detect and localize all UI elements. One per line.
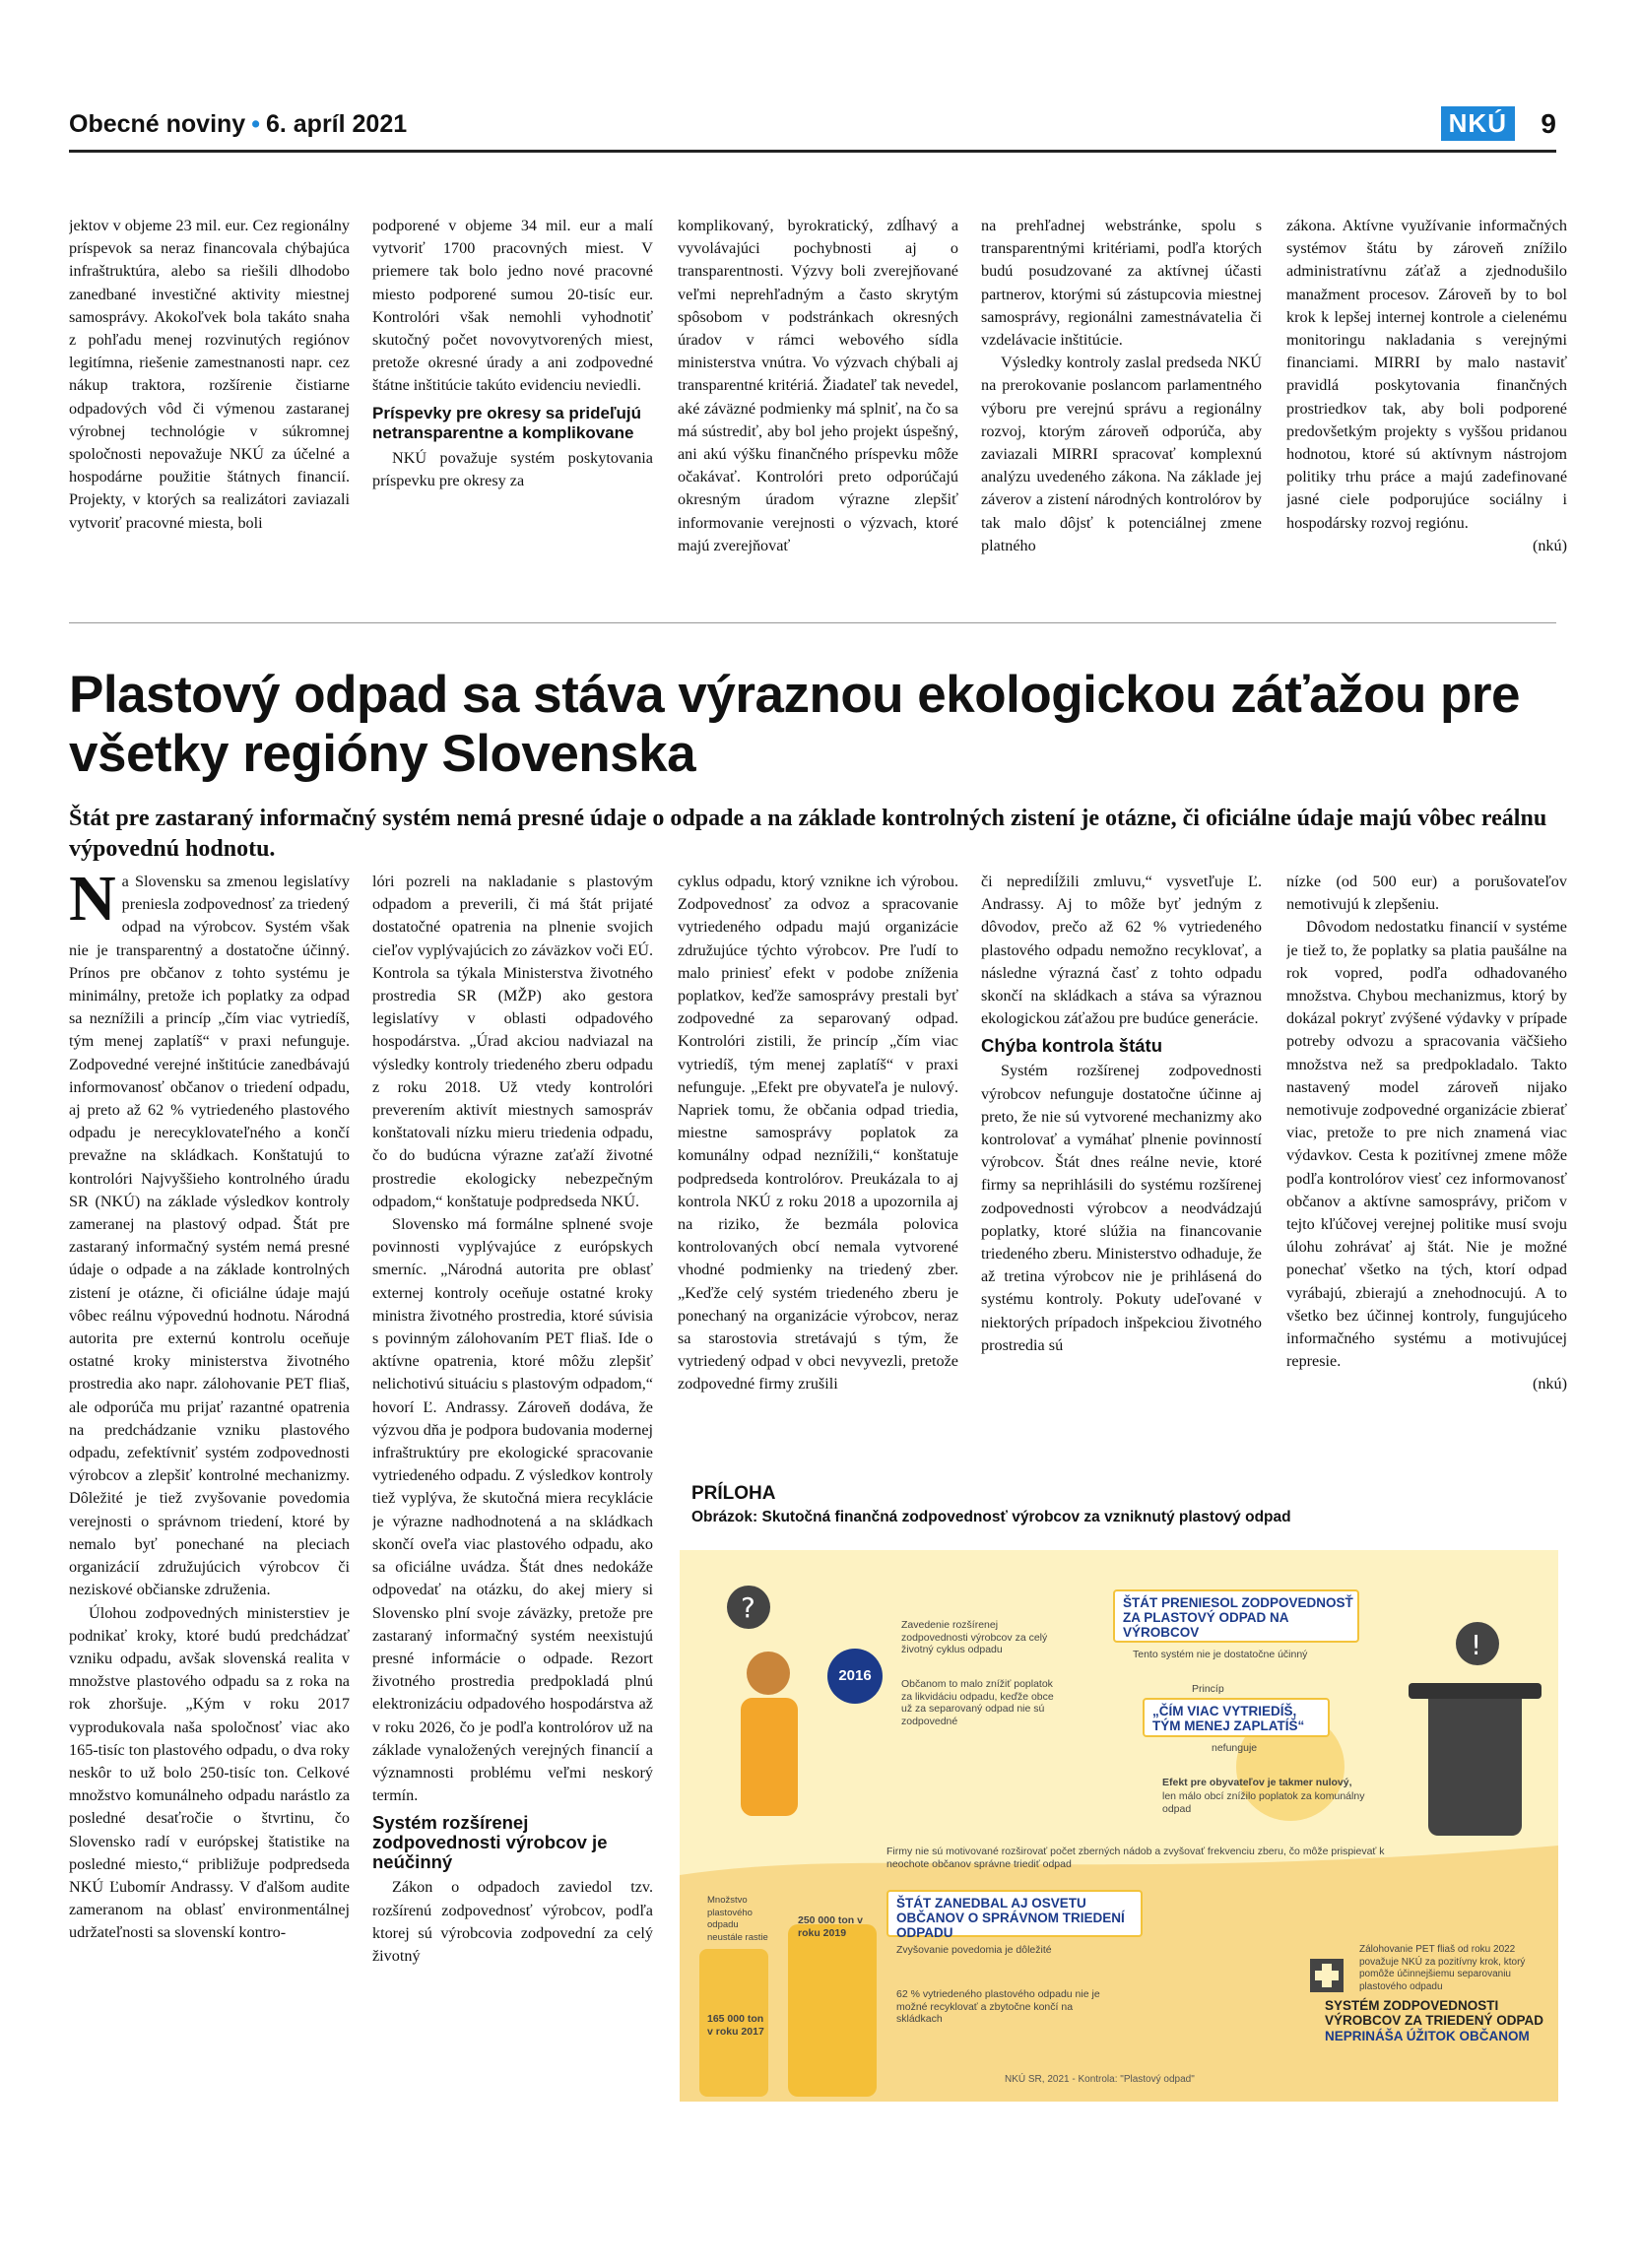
main-column-1 <box>69 871 350 2254</box>
sub-text-2: Zvyšovanie povedomia je dôležité <box>896 1944 1052 1956</box>
top-column-1 <box>69 215 350 601</box>
effect-text-2: len málo obcí znížilo poplatok za komunálny odpad <box>1162 1790 1365 1815</box>
paragraph: Zákon o odpadoch zaviedol tzv. rozšírenú zodpovednosť výrobcov, podľa ktorej sú výrobcovia zodpovední za celý životný <box>372 1878 653 1965</box>
annex-caption: Obrázok: Skutočná finančná zodpovednosť výrobcov za vzniknutý plastový odpad <box>691 1509 1291 1525</box>
paragraph: komplikovaný, byrokratický, zdĺhavý a vyvolávajúci pochybnosti aj o transparentnosti. Výzvy boli zverejňované veľmi neprehľadným a často skrytým spôsobom v podstránkach okresných úradov v rámci webového sídla ministerstva vnútra. Vo výzvach chýbali aj transparentné kritériá. Žiadateľ tak nevedel, aké záväzné podmienky má splniť, na čo sa má sústrediť, aby bol jeho projekt úspešný, ani akú výšku finančného príspevku môže očakávať. Kontrolóri preto odporúčajú okresným úradom výrazne zlepšiť informovanie verejnosti o výzvach, ktoré majú zverejňovať <box>678 217 958 554</box>
paragraph: cyklus odpadu, ktorý vznikne ich výrobou. Zodpovednosť za odvoz a spracovanie vytriedeného odpadu majú organizácie združujúce týchto výrobcov. Pre ľudí to malo priniesť efekt v podobe zníženia poplatkov, keďže samosprávy prestali byť zodpovedné za separovaný odpad. Kontrolóri zistili, že princíp „čím viac vytriedíš, tým menej zaplatíš“ v praxi nefunguje. „Efekt pre obyvateľa je nulový. Napriek tomu, že občania odpad triedia, miestne samosprávy poplatok za komunálny odpad neznížili,“ konštatuje podpredseda kontrolórov. Preukázala to aj kontrola NKÚ z roku 2018 a upozornila aj na riziko, že bezmála polovica kontrolovaných obcí nemala vytvorené vhodné podmienky na triedený zber. „Keďže celý systém triedeného zberu je ponechaný na organizácie výrobcov, neraz sa starostovia stretávajú s tým, že vytriedený odpad v obci nevyvezli, pretože zodpovedné firmy zrušili <box>678 873 958 1393</box>
paragraph: lóri pozreli na nakladanie s plastovým odpadom a preverili, či má štát prijaté dostatočné opatrenia na plnenie svojich cieľov vyplývajúcich zo záväzkov voči EÚ. Kontrola sa týkala Ministerstva životného prostredia SR (MŽP) ako gestora legislatívy v oblasti odpadového hospodárstva. „Úrad akciou nadviazal na výsledky kontroly triedeného zberu odpadu z roku 2018. Už vtedy kontrolóri preverením aktivít miestnych samospráv konštatovali nízku mieru triedenia odpadu, čo do budúcna výrazne zaťaží životné prostredie ekologicky nebezpečným odpadom,“ konštatuje podpredseda NKÚ. <box>372 873 653 1210</box>
growth-label: Množstvo plastového odpadu neustále rastie <box>707 1895 768 1943</box>
year-badge: 2016 <box>827 1649 883 1704</box>
separator-dot: • <box>251 110 260 138</box>
paragraph: zákona. Aktívne využívanie informačných systémov štátu by zároveň znížilo administratívnu záťaž a zjednodušilo manažment procesov. Zároveň by to bol krok k lepšej internej kontrole a cielenému monitoringu nakladania s verejnými financiami. MIRRI by malo nastaviť pravidlá poskytovania finančných prostriedkov tak, aby boli podporené predovšetkým projekty s vyššou pridanou hodnotou, ktoré sú aktívnym nástrojom politiky trhu práce a majú zadefinované jasné ciele podporujúce sociálny i hospodársky rozvoj regiónu. <box>1286 217 1567 532</box>
drop-cap: N <box>69 871 116 935</box>
main-column-4 <box>981 871 1262 1473</box>
article-lead: Štát pre zastaraný informačný systém nemá presné údaje o odpade a na základe kontrolných zistení je otázne, či oficiálne údaje majú vôbec reálnu výpovednú hodnotu. <box>69 806 1547 862</box>
top-column-3 <box>678 215 958 601</box>
paragraph: Úlohou zodpovedných ministerstiev je podnikať kroky, ktoré budú predchádzať vzniku odpadu, avšak slovenská realita v množstve plastového odpadu sa z roka na rok zhoršuje. „Kým v roku 2017 vyprodukovala naša spoločnosť viac ako 165-tisíc ton plastového odpadu, o dva roky neskôr to už bolo 250-tisíc ton. Celkové množstvo komunálneho odpadu narástlo za posledné desaťročie o štvrtinu, čo Slovensko radí v európskej štatistike na posledné miesto,“ približuje podpredseda NKÚ Ľubomír Andrassy. V ďalšom audite zameranom na oblasť environmentálnej udržateľnosti sa slovenskí kontro- <box>69 1603 350 1942</box>
principle-label: Princíp <box>1192 1683 1224 1695</box>
paragraph: Dôvodom nedostatku financií v systéme je tiež to, že poplatky sa platia paušálne na rok vopred, podľa odhadovaného množstva. Chybou mechanizmus, ktorý by dokázal pokryť zvýšené výdavky v prípade potreby odvozu a spracovania väčšieho množstva než sa predpokladalo. Takto nastavený model zároveň nijako nemotivuje zodpovedné organizácie zbierať viac, pretože to pre nich znamená viac výdavkov. Cesta k pozitívnej zmene môže podľa kontrolórov viesť cez informovanosť občanov a aktívne samosprávy, pričom v tejto kľúčovej verejnej politike musí svoju úlohu zohrávať aj štát. Nie je možné ponechať všetko na tých, ktorí odpad vyrábajú, zbierajú a znehodnocujú. A to všetko bez účinnej kontroly, fungujúceho informačného systému a motivujúcej represie. <box>1286 918 1567 1371</box>
firms-text: Firmy nie sú motivované rozširovať počet zberných nádob a zvyšovať frekvenciu zberu, čo môže prispievať k neochote občanov správne triediť odpad <box>886 1846 1385 1870</box>
author-signature: (nkú) <box>1532 536 1567 554</box>
principle-status: nefunguje <box>1212 1742 1258 1754</box>
paragraph-text: a Slovensku sa zmenou legislatívy preniesla zodpovednosť za triedený odpad na výrobcov. Systém však nie je transparentný a dostatočne účinný. Prínos pre občanov z tohto systému je minimálny, pretože ich poplatky za odpad sa neznížili a princíp „čím viac vytriedíš, tým menej zaplatíš“ v praxi nefunguje. Zodpovedné verejné inštitúcie zanedbávajú informovanosť občanov o triedení odpadu, aj preto až 62 % vytriedeného plastového odpadu je nerecyklovateľného a končí prevažne na skládkach. Konštatujú to kontrolóri Najvyššieho kontrolného úradu SR (NKÚ) na základe výsledkov kontroly zameranej na plastový odpad. Štát pre zastaraný informačný systém nemá presné údaje o odpade a na základe kontrolných zistení je otázne, či oficiálne údaje majú vôbec reálnu výpovednú hodnotu. Národná autorita pre externú kontrolu oceňuje ostatné kroky ministerstva životného prostredia ako napr. zálohovanie PET fliaš, ale odporúča mu prijať razantné opatrenia na predchádzanie vzniku plastového odpadu, zefektívniť systém zodpovednosti výrobcov a zlepšiť kontrolné mechanizmy. Dôležité je tiež zvyšovanie povedomia verejnosti o správnom triedení, ktoré by nemalo byť ponechané na pleciach organizácií združujúcich výrobcov či neziskové občianske združenia. <box>69 873 350 1599</box>
issue-date: 6. apríl 2021 <box>265 110 408 138</box>
headline-box <box>1113 1589 1359 1643</box>
publication-line <box>69 110 407 139</box>
paragraph: nízke (od 500 eur) a porušovateľov nemotivujú k zlepšeniu. <box>1286 873 1567 914</box>
publication-name: Obecné noviny <box>69 110 246 138</box>
article-title: Plastový odpad sa stáva výraznou ekologickou záťažou pre všetky regióny Slovenska <box>69 666 1521 783</box>
paragraph: či neprediĺžili zmluvu,“ vysvetľuje Ľ. Andrassy. Aj to môže byť jedným z dôvodov, prečo až 62 % vytriedeného plastového odpadu nemožno recyklovať, a následne výrazná časť z tohto odpadu skončí na skládkach a stáva sa výraznou ekologickou záťažou pre budúce generácie. <box>981 873 1262 1028</box>
conclusion-2: NEPRINÁŠA ÚŽITOK OBČANOM <box>1325 2029 1530 2043</box>
principle-text: „ČÍM VIAC VYTRIEDÍŠ, TÝM MENEJ ZAPLATÍŠ“ <box>1152 1704 1305 1733</box>
paragraph <box>69 871 350 1602</box>
page-number: 9 <box>1541 108 1556 139</box>
subheading: Chýba kontrola štátu <box>981 1035 1162 1057</box>
top-column-5 <box>1286 215 1567 601</box>
svg-text:?: ? <box>741 1591 755 1624</box>
percent-note: 62 % vytriedeného plastového odpadu nie je možné recyklovať a zbytočne končí na skládkach <box>896 1988 1100 2025</box>
headline-box-2 <box>886 1890 1143 1940</box>
subheading: Príspevky pre okresy sa prideľujú netransparentne a komplikovane <box>372 403 642 442</box>
main-column-5 <box>1286 871 1567 1473</box>
principle-box <box>1143 1698 1330 1737</box>
paragraph: Systém rozšírenej zodpovednosti výrobcov nefunguje dostatočne účinne aj preto, že nie sú vytvorené mechanizmy ako kontrolovať a vymáhať plnenie povinností výrobcov. Štát dnes reálne nevie, ktoré firmy sa neprihlásili do systému rozšírenej zodpovednosti výrobcov a neodvádzajú poplatky, ktoré slúžia na financovanie triedeného zberu. Ministerstvo odhaduje, že až tretina výrobcov nie je prihlásená do systému kontroly. Pokuty udeľované v niektorých prípadoch inšpekciou životného prostredia sú <box>981 1062 1262 1354</box>
amount-2019: 250 000 ton v roku 2019 <box>798 1914 863 1939</box>
header-rule <box>69 150 1556 153</box>
sub-text: Tento systém nie je dostatočne účinný <box>1133 1649 1308 1660</box>
svg-text:!: ! <box>1471 1629 1482 1661</box>
paragraph: Výsledky kontroly zaslal predseda NKÚ na prerokovanie poslancom parlamentného výboru pre verejnú správu a regionálny rozvoj, ktorým zároveň odporúča, aby zaviazali MIRRI spracovať komplexnú analýzu uvedeného zákona. Na základe jej záverov a zistení národných kontrolórov by tak malo dôjsť k potenciálnej zmene platného <box>981 354 1262 554</box>
conclusion-1: SYSTÉM ZODPOVEDNOSTI VÝROBCOV ZA TRIEDENÝ ODPAD <box>1325 1998 1544 2028</box>
headline-2: ŠTÁT ZANEDBAL AJ OSVETU OBČANOV O SPRÁVNOM TRIEDENÍ ODPADU <box>896 1896 1125 1940</box>
top-column-4 <box>981 215 1262 601</box>
headline-1: ŠTÁT PRENIESOL ZODPOVEDNOSŤ ZA PLASTOVÝ ODPAD NA VÝROBCOV <box>1123 1595 1353 1640</box>
annex-label: PRÍLOHA <box>691 1483 776 1504</box>
effect-text: Efekt pre obyvateľov je takmer nulový, <box>1162 1777 1352 1788</box>
amount-2017: 165 000 ton v roku 2017 <box>707 2013 764 2038</box>
paragraph: jektov v objeme 23 mil. eur. Cez regionálny príspevok sa neraz financovala chýbajúca infraštruktúra, alebo sa riešili dlhodobo zanedbané investičné aktivity miestnej samosprávy. Akokoľvek bola takáto snaha z pohľadu menej rozvinutých regiónov legitímna, riešenie zamestnanosti napr. cez nákup traktora, rozšírenie čistiarne odpadových vôd či výmenou zastaranej výrobnej technológie v súkromnej spoločnosti nepovažuje NKÚ za účelné a hospodárne použitie štátnych financií. Projekty, v ktorých sa realizátori zaviazali vytvoriť pracovné miesta, boli <box>69 217 350 532</box>
paragraph: NKÚ považuje systém poskytovania príspevku pre okresy za <box>372 448 653 489</box>
plus-note: Zálohovanie PET fliaš od roku 2022 považuje NKÚ za pozitívny krok, ktorý pomôže účinnejšiemu separovaniu plastového odpadu <box>1359 1944 1526 1992</box>
top-column-2 <box>372 215 653 601</box>
paragraph: na prehľadnej webstránke, spolu s transparentnými kritériami, podľa ktorých budú posudzované za aktívnej účasti partnerov, ktorými sú zástupcovia miestnej samosprávy, regionálni zamestnávatelia či vzdelávacie inštitúcie. <box>981 217 1262 350</box>
annex-header <box>691 1483 1558 1526</box>
intro-text: Zavedenie rozšírenej zodpovednosti výrobcov za celý životný cyklus odpadu <box>901 1619 1048 1655</box>
page-header <box>69 106 1556 148</box>
main-column-3 <box>678 871 958 1473</box>
paragraph: Slovensko má formálne splnené svoje povinnosti vyplývajúce z európskych smerníc. „Národná autorita pre oblasť externej kontroly oceňuje ostatné kroky ministra životného prostredia, ktoré súvisia s povinným zálohovaním PET fliaš. Ide o aktívne opatrenia, ktoré môžu zlepšiť nelichotivú situáciu s plastovým odpadom,“ hovorí Ľ. Andrassy. Zároveň dodáva, že výzvou dňa je podpora budovania modernej infraštruktúry pre ekologické spracovanie vytriedeného odpadu. Z výsledkov kontroly tiež vyplýva, že skutočná miera recyklácie je výrazne nadhodnotená a na skládkach skončí oveľa viac plastového odpadu, ako sa oficiálne uvádza. Štát dnes nedokáže odpovedať na otázku, do akej miery si Slovensko plní svoje záväzky, pretože pre zastaraný informačný systém neexistujú presné informácie o odpade. Rezort životného prostredia predpokladá plnú elektronizáciu odpadového hospodárstva až v roku 2026, čo je podľa kontrolórov už na základe vynaložených verejných financií a významnosti problému veľmi neskorý termín. <box>372 1215 653 1805</box>
subheading: Systém rozšírenej zodpovednosti výrobcov je neúčinný <box>372 1812 608 1873</box>
source-note: NKÚ SR, 2021 - Kontrola: "Plastový odpad" <box>1005 2074 1195 2085</box>
paragraph: podporené v objeme 34 mil. eur a malí vytvoriť 1700 pracovných miest. V priemere tak bolo jedno nové pracovné miesto podporené sumou 20-tisíc eur. Kontrolóri však nemohli vyhodnotiť skutočný počet novovytvorených miest, pretože okresné úrady a ani zodpovedné štátne inštitúcie takúto evidenciu neviedli. <box>372 217 653 395</box>
author-signature: (nkú) <box>1532 1375 1567 1393</box>
infographic <box>680 1550 1558 2102</box>
note-text: Občanom to malo znížiť poplatok za likvidáciu odpadu, keďže obce už za separovaný odpad nie sú zodpovedné <box>901 1678 1054 1727</box>
main-column-2 <box>372 871 653 2254</box>
nku-logo: NKÚ <box>1441 106 1515 141</box>
article-divider <box>69 622 1556 623</box>
